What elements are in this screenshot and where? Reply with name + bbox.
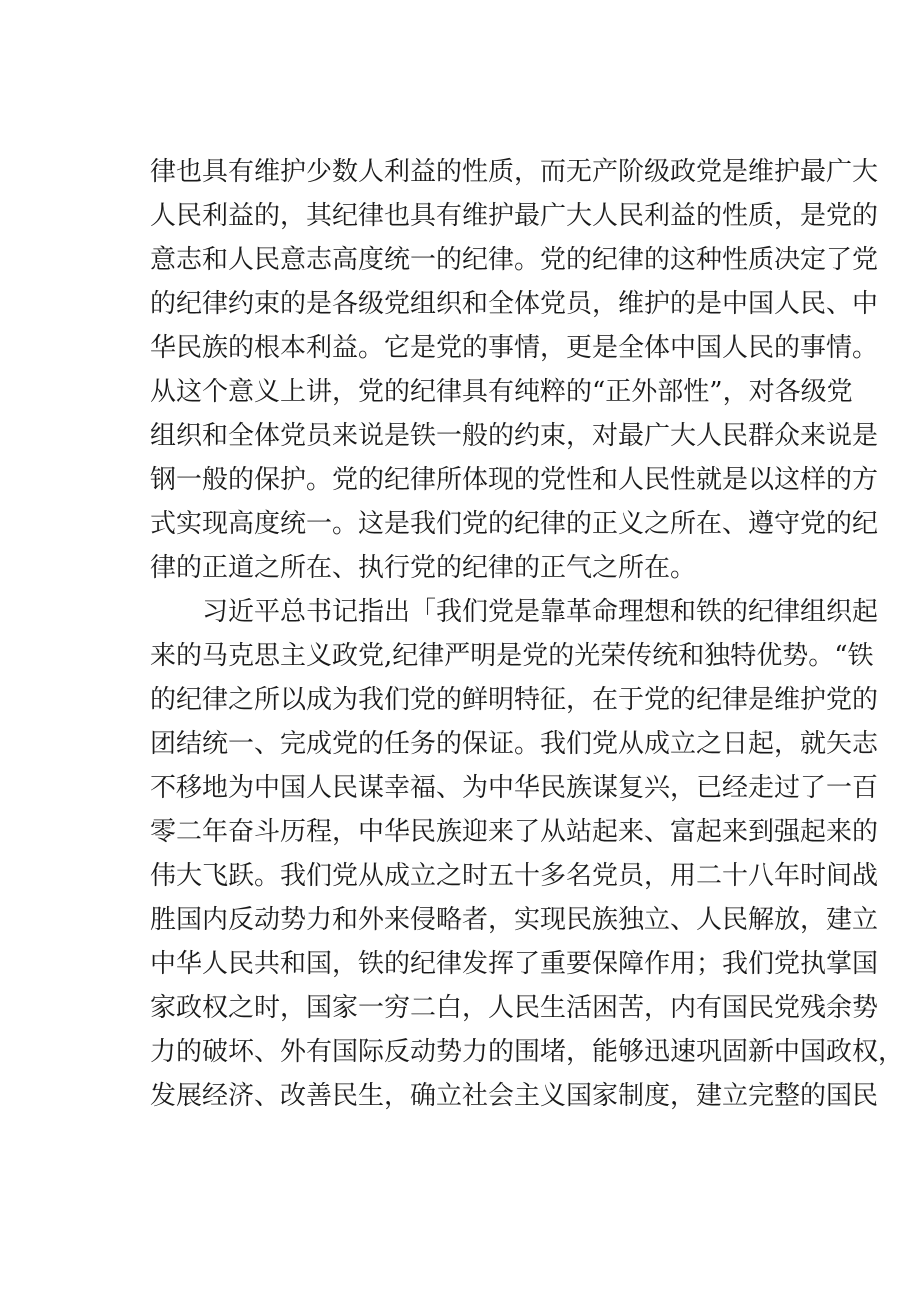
body-text	[150, 150, 905, 1118]
paragraph-1-line: 人民利益的，其纪律也具有维护最广大人民利益的性质，是党的	[150, 201, 879, 231]
paragraph-2-line: 不移地为中国人民谋幸福、为中华民族谋复兴，已经走过了一百	[150, 773, 879, 803]
paragraph-2-line: 来的马克思主义政党,纪律严明是党的光荣传统和独特优势。“铁	[150, 641, 874, 671]
paragraph-2-line: 家政权之时，国家一穷二白，人民生活困苦，内有国民党残余势	[150, 993, 879, 1023]
paragraph-2-line: 的纪律之所以成为我们党的鲜明特征，在于党的纪律是维护党的	[150, 685, 879, 715]
paragraph-1-line: 律的正道之所在、执行党的纪律的正气之所在。	[150, 553, 697, 583]
paragraph-1-line: 式实现高度统一。这是我们党的纪律的正义之所在、遵守党的纪	[150, 509, 879, 539]
paragraph-1-line: 组织和全体党员来说是铁一般的约束，对最广大人民群众来说是	[150, 421, 879, 451]
paragraph-2-line: 发展经济、改善民生，确立社会主义国家制度，建立完整的国民	[150, 1081, 879, 1111]
paragraph-2-line: 团结统一、完成党的任务的保证。我们党从成立之日起，就矢志	[150, 729, 879, 759]
paragraph-1-line: 律也具有维护少数人利益的性质，而无产阶级政党是维护最广大	[150, 157, 879, 187]
paragraph-2-line: 伟大飞跃。我们党从成立之时五十多名党员，用二十八年时间战	[150, 861, 879, 891]
paragraph-1-line: 意志和人民意志高度统一的纪律。党的纪律的这种性质决定了党	[150, 245, 879, 275]
paragraph-2-line: 胜国内反动势力和外来侵略者，实现民族独立、人民解放，建立	[150, 905, 879, 935]
paragraph-2-line: 中华人民共和国，铁的纪律发挥了重要保障作用；我们党执掌国	[150, 949, 879, 979]
paragraph-2-line: 零二年奋斗历程，中华民族迎来了从站起来、富起来到强起来的	[150, 817, 879, 847]
paragraph-2-line: 力的破坏、外有国际反动势力的围堵，能够迅速巩固新中国政权，	[150, 1037, 905, 1067]
paragraph-1-line: 钢一般的保护。党的纪律所体现的党性和人民性就是以这样的方	[150, 465, 879, 495]
paragraph-2-line: 习近平总书记指出「我们党是靠革命理想和铁的纪律组织起	[202, 597, 879, 627]
paragraph-1-line: 的纪律约束的是各级党组织和全体党员，维护的是中国人民、中	[150, 289, 879, 319]
paragraph-1-line: 从这个意义上讲，党的纪律具有纯粹的“正外部性”，对各级党	[150, 377, 853, 407]
paragraph-1-line: 华民族的根本利益。它是党的事情，更是全体中国人民的事情。	[150, 333, 879, 363]
